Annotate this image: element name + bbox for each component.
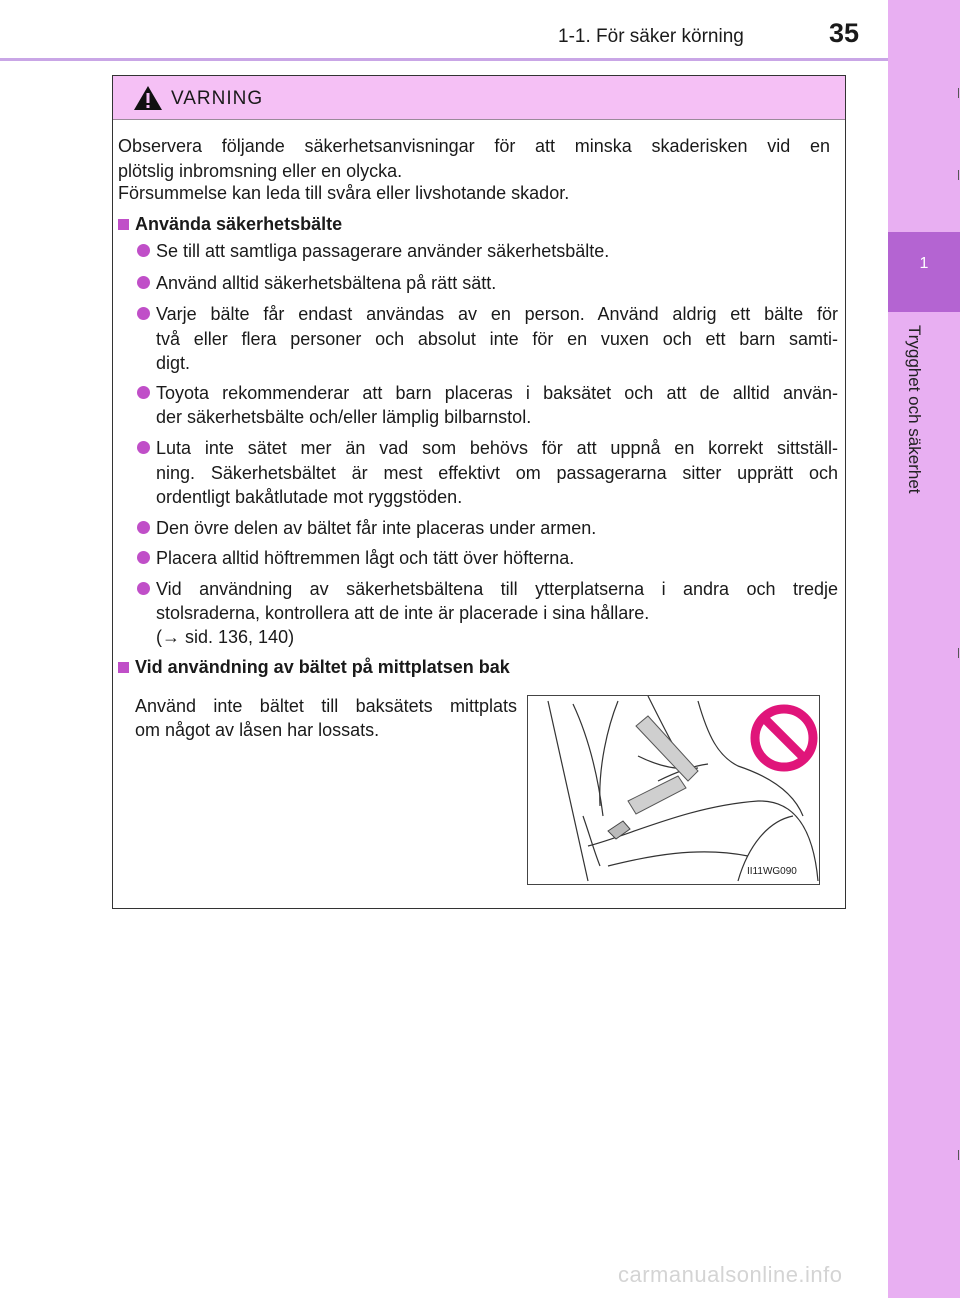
edge-tick (958, 88, 959, 98)
bullet-text: ordentligt bakåtlutade mot ryggstöden. (156, 487, 463, 507)
bullet-icon (137, 244, 150, 257)
bullet-text: Se till att samtliga passagerare använder säkerhetsbälte. (156, 241, 610, 261)
bullet-icon (137, 276, 150, 289)
bullet-icon (137, 307, 150, 320)
bullet-text: Den övre delen av bältet får inte placeras under armen. (156, 518, 597, 538)
section-heading: Använda säkerhetsbälte (135, 214, 343, 234)
edge-tick (958, 648, 959, 658)
header-divider (0, 58, 888, 61)
bullet-text: digt. (156, 353, 191, 373)
chapter-number: 1 (919, 255, 929, 272)
watermark: carmanualsonline.info (618, 1262, 843, 1287)
bullet-icon (137, 386, 150, 399)
page-number: 35 (829, 18, 860, 48)
edge-tick (958, 1150, 959, 1160)
seatbelt-illustration (527, 695, 820, 885)
edge-tick (958, 170, 959, 180)
bullet-text: Luta inte sätet mer än vad som behövs för att uppnå en korrekt sittställ- (156, 438, 838, 458)
seatbelt-drawing (528, 696, 820, 885)
warning-triangle-icon (133, 85, 163, 111)
section-title: 1-1. För säker körning (558, 26, 744, 47)
cross-reference: (→ sid. 136, 140) (156, 627, 295, 647)
section-heading: Vid användning av bältet på mittplatsen bak (135, 657, 510, 677)
bullet-text: stolsraderna, kontrollera att de inte är placerade i sina hållare. (156, 603, 650, 623)
bullet-text: der säkerhetsbälte och/eller lämplig bilbarnstol. (156, 407, 532, 427)
bullet-text: Toyota rekommenderar att barn placeras i baksätet och att de alltid använ- (156, 383, 838, 403)
bullet-icon (137, 441, 150, 454)
bullet-icon (137, 521, 150, 534)
intro-line: Försummelse kan leda till svåra eller livshotande skador. (118, 183, 570, 203)
intro-line: Observera följande säkerhetsanvisningar för att minska skaderisken vid en (118, 136, 830, 156)
intro-line: plötslig inbromsning eller en olycka. (118, 161, 403, 181)
section-square-icon (118, 662, 129, 673)
bullet-text: Använd alltid säkerhetsbältena på rätt sätt. (156, 273, 497, 293)
warning-label: VARNING (171, 88, 264, 109)
bullet-text: ning. Säkerhetsbältet är mest effektivt om passagerarna sitter upprätt och (156, 463, 838, 483)
bullet-text: Placera alltid höftremmen lågt och tätt över höfterna. (156, 548, 575, 568)
bullet-text: två eller flera personer och absolut inte för en vuxen och ett barn samti- (156, 329, 838, 349)
section-square-icon (118, 219, 129, 230)
chapter-side-tab (888, 0, 960, 1298)
illustration-code: II11WG090 (747, 866, 797, 877)
bullet-icon (137, 551, 150, 564)
chapter-title: Trygghet och säkerhet (905, 325, 924, 494)
bullet-text: Vid användning av säkerhetsbältena till ytterplatserna i andra och tredje (156, 579, 838, 599)
bullet-text: Varje bälte får endast användas av en person. Använd aldrig ett bälte för (156, 304, 838, 324)
bullet-icon (137, 582, 150, 595)
warning-header (113, 76, 845, 120)
section-text: om något av låsen har lossats. (135, 720, 380, 740)
section-text: Använd inte bältet till baksätets mittplats (135, 696, 517, 716)
